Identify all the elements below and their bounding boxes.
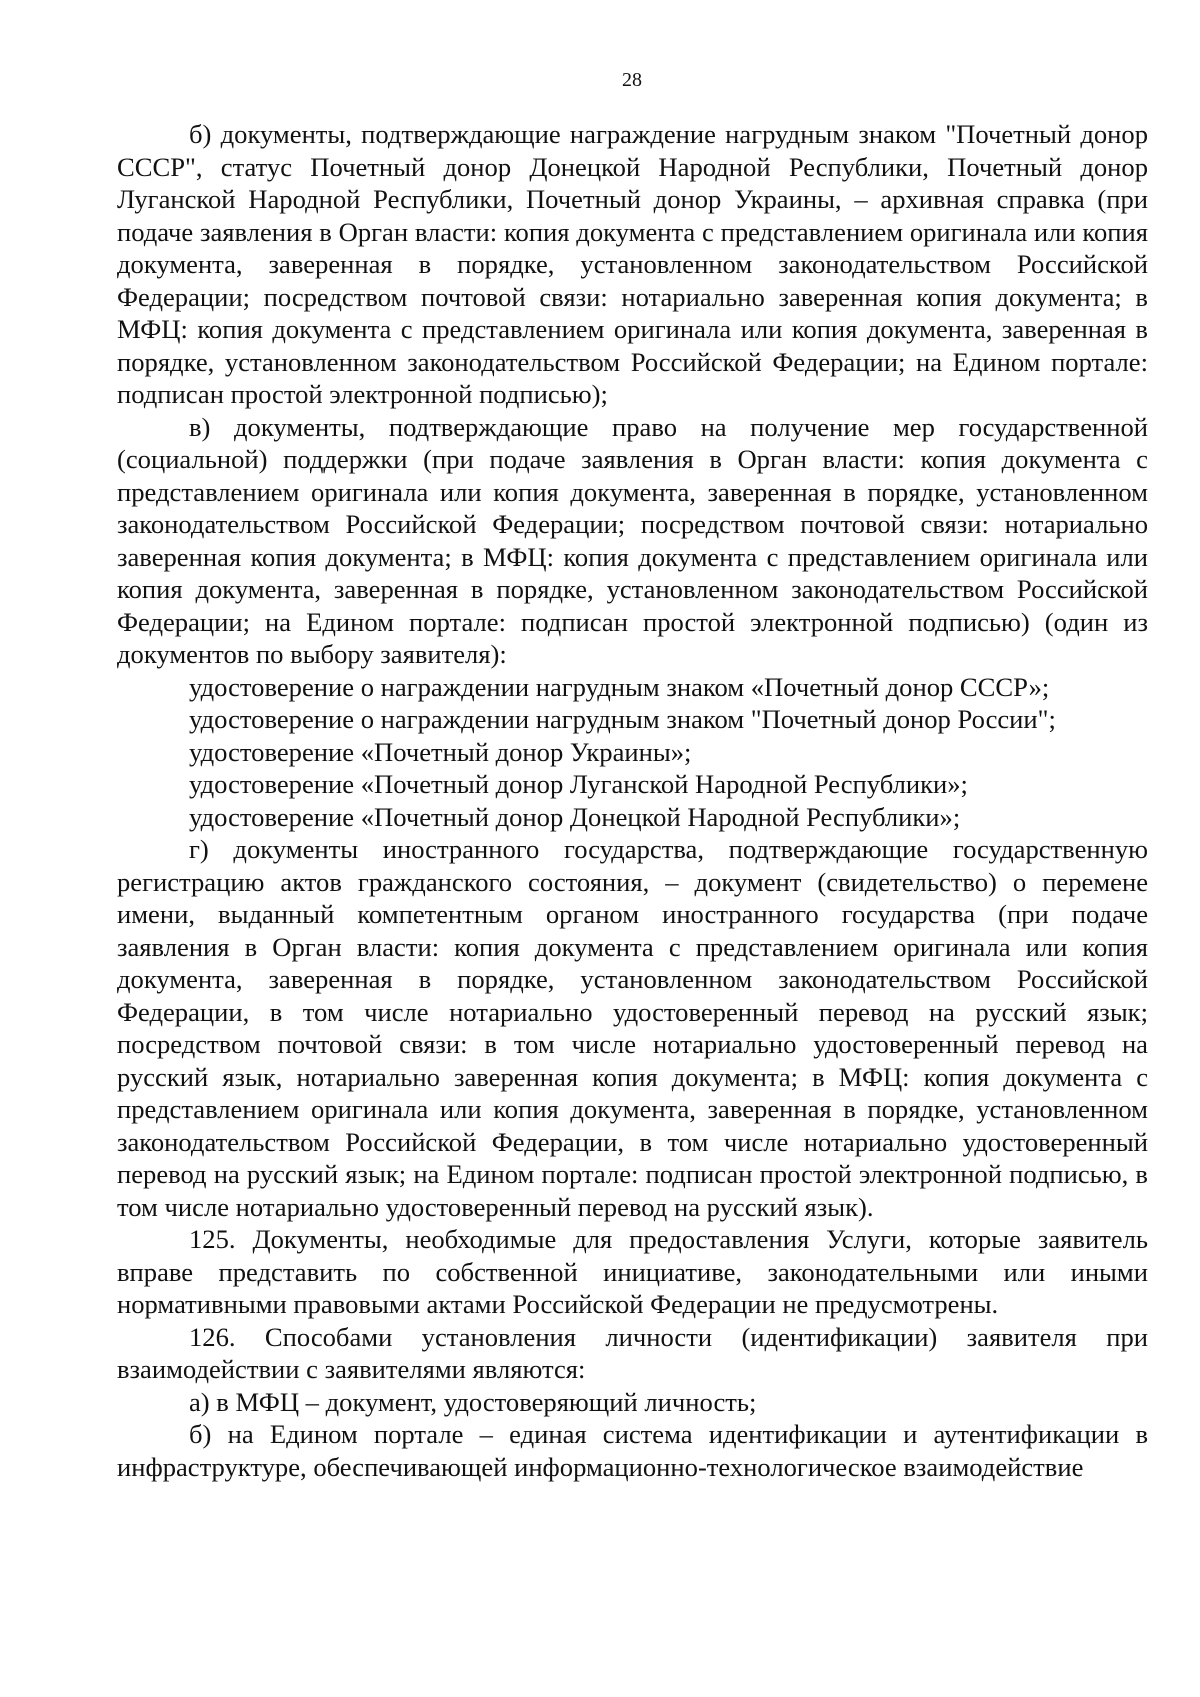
document-body xyxy=(117,118,1148,1483)
page-number: 28 xyxy=(622,69,642,91)
paragraph-126-b: б) на Едином портале – единая система идентификации и аутентификации в инфраструктуре, обеспечивающей информационно-технологическое взаимодействие xyxy=(117,1419,1148,1482)
paragraph-125: 125. Документы, необходимые для предоставления Услуги, которые заявитель вправе представить по собственной инициативе, законодательными или иными нормативными правовыми актами Российской Федерации не предусмотрены. xyxy=(117,1224,1148,1319)
paragraph-b-donor-documents: б) документы, подтверждающие награждение нагрудным знаком "Почетный донор СССР", статус Почетный донор Донецкой Народной Республики, Почетный донор Луганской Народной Республики, Почетный донор Украины, – архивная справка (при подаче заявления в Орган власти: копия документа с представлением оригинала или копия документа, заверенная в порядке, установленном законодательством Российской Федерации; посредством почтовой связи: нотариально заверенная копия документа; в МФЦ: копия документа с представлением оригинала или копия документа, заверенная в порядке, установленном законодательством Российской Федерации; на Едином портале: подписан простой электронной подписью); xyxy=(117,119,1148,409)
paragraph-v-support-documents: в) документы, подтверждающие право на получение мер государственной (социальной) поддержки (при подаче заявления в Орган власти: копия документа с представлением оригинала или копия документа, заверенная в порядке, установленном законодательством Российской Федерации; посредством почтовой связи: нотариально заверенная копия документа; в МФЦ: копия документа с представлением оригинала или копия документа, заверенная в порядке, установленном законодательством Российской Федерации; на Едином портале: подписан простой электронной подписью) (один из документов по выбору заявителя): xyxy=(117,411,1148,669)
list-item: удостоверение «Почетный донор Луганской Народной Республики»; xyxy=(189,769,968,799)
list-item: удостоверение о награждении нагрудным знаком "Почетный донор России"; xyxy=(189,704,1056,734)
list-item: удостоверение «Почетный донор Донецкой Народной Республики»; xyxy=(189,801,961,832)
list-item: удостоверение о награждении нагрудным знаком «Почетный донор СССР»; xyxy=(189,671,1050,702)
list-item: удостоверение «Почетный донор Украины»; xyxy=(189,736,692,767)
paragraph-126: 126. Способами установления личности (идентификации) заявителя при взаимодействии с заявителями являются: xyxy=(117,1321,1148,1384)
paragraph-g-foreign-documents: г) документы иностранного государства, подтверждающие государственную регистрацию актов гражданского состояния, – документ (свидетельство) о перемене имени, выданный компетентным органом иностранного государства (при подаче заявления в Орган власти: копия документа с представлением оригинала или копия документа, заверенная в порядке, установленном законодательством Российской Федерации, в том числе нотариально удостоверенный перевод на русский язык; посредством почтовой связи: в том числе нотариально удостоверенный перевод на русский язык, нотариально заверенная копия документа; в МФЦ: копия документа с представлением оригинала или копия документа, заверенная в порядке, установленном законодательством Российской Федерации, в том числе нотариально удостоверенный перевод на русский язык; на Едином портале: подписан простой электронной подписью, в том числе нотариально удостоверенный перевод на русский язык). xyxy=(117,834,1148,1222)
paragraph-126-a: а) в МФЦ – документ, удостоверяющий личность; xyxy=(189,1386,757,1417)
